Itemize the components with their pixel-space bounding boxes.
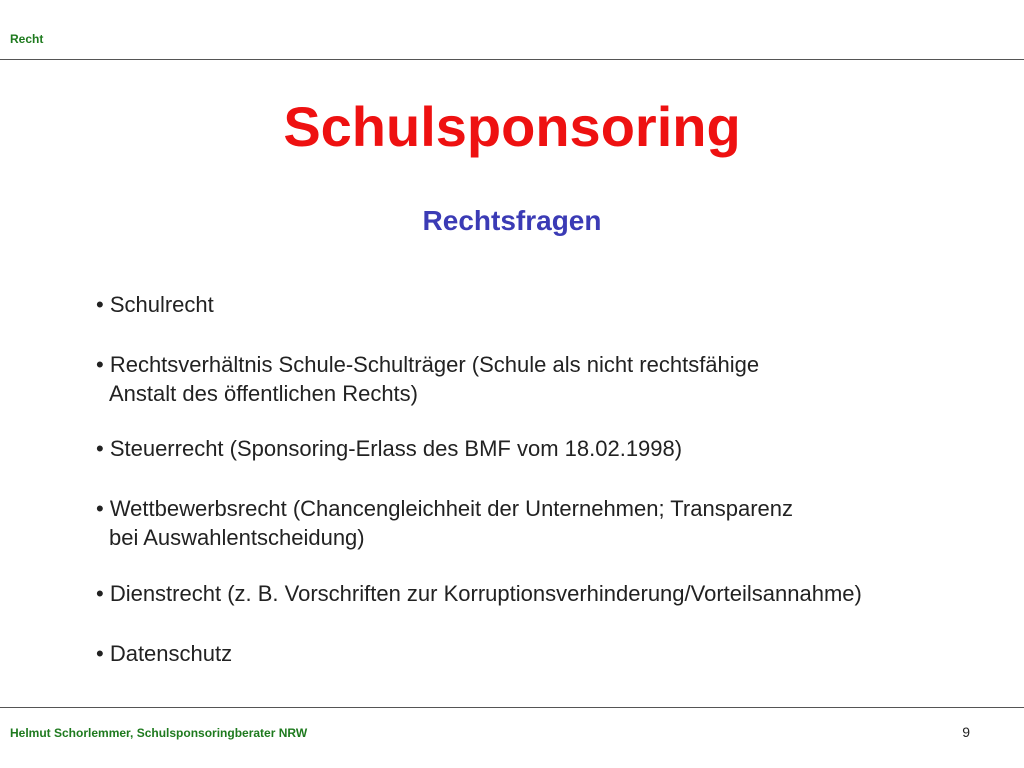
header-divider <box>0 59 1024 60</box>
bullet-item-rechtsverhaeltnis <box>96 350 759 408</box>
footer-divider <box>0 707 1024 708</box>
bullet-item-schulrecht <box>96 290 214 319</box>
bullet-item-dienstrecht <box>96 579 862 608</box>
bullet-text: • Schulrecht <box>96 292 214 317</box>
bullet-continuation: bei Auswahlentscheidung) <box>109 525 365 550</box>
bullet-text: • Datenschutz <box>96 641 233 666</box>
bullet-text: • Steuerrecht (Sponsoring-Erlass des BMF vom 18.02.1998) <box>96 436 683 461</box>
bullet-text: • Rechtsverhältnis Schule-Schulträger (Schule als nicht rechtsfähige <box>96 352 760 377</box>
footer-author: Helmut Schorlemmer, Schulsponsoringberater NRW <box>10 726 308 740</box>
bullet-continuation: Anstalt des öffentlichen Rechts) <box>109 381 418 406</box>
page-number: 9 <box>962 724 970 740</box>
slide-subtitle: Rechtsfragen <box>422 205 602 236</box>
bullet-item-datenschutz <box>96 639 232 668</box>
slide-title: Schulsponsoring <box>283 95 741 158</box>
bullet-text: • Wettbewerbsrecht (Chancengleichheit der Unternehmen; Transparenz <box>96 496 793 521</box>
bullet-item-steuerrecht <box>96 434 682 463</box>
bullet-item-wettbewerbsrecht <box>96 494 793 552</box>
header-label: Recht <box>10 32 44 46</box>
bullet-text: • Dienstrecht (z. B. Vorschriften zur Korruptionsverhinderung/Vorteilsannahme) <box>96 581 862 606</box>
